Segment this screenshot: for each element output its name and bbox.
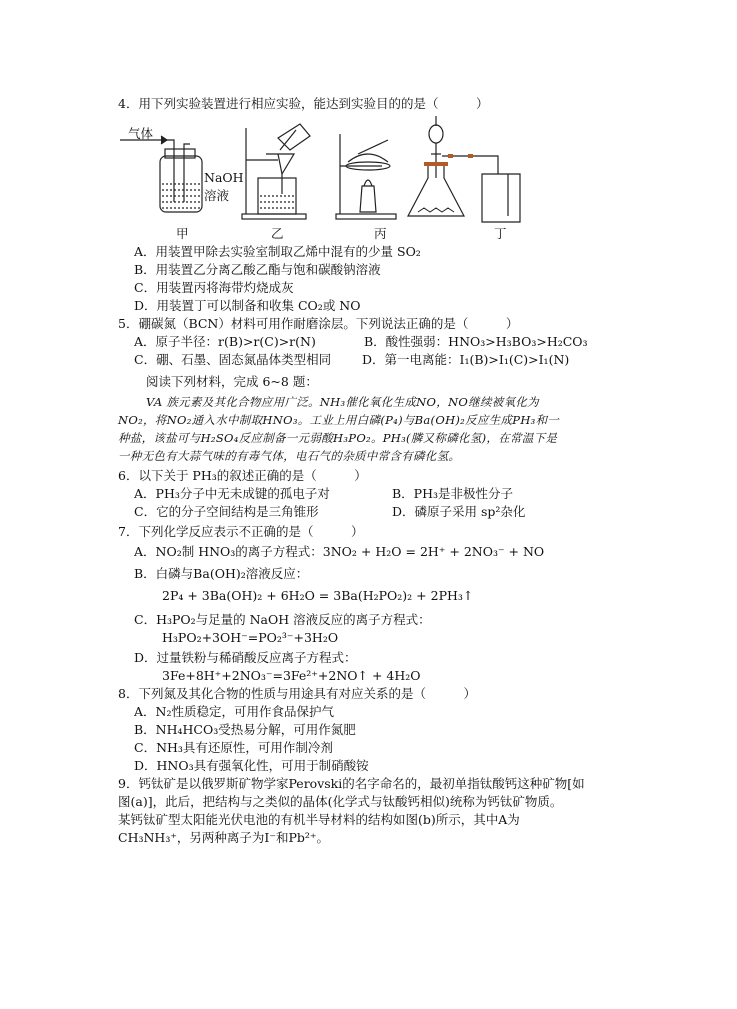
caption-yi: 乙 — [271, 226, 284, 241]
q6-option-a: A．PH₃分子中无未成键的孤电子对 — [134, 486, 330, 501]
caption-jia: 甲 — [176, 226, 189, 241]
q8-option-c: C．NH₃具有还原性，可用作制冷剂 — [134, 740, 333, 755]
q4-stem: 4．用下列实验装置进行相应实验，能达到实验目的的是（ ） — [118, 96, 489, 111]
q7-option-c-equation: H₃PO₂+3OH⁻=PO₂³⁻+3H₂O — [162, 630, 339, 645]
q7-option-d-label: D．过量铁粉与稀硝酸反应离子方程式： — [134, 650, 357, 665]
q8-option-b: B．NH₄HCO₃受热易分解，可用作氮肥 — [134, 722, 356, 737]
q6-stem: 6．以下关于 PH₃的叙述正确的是（ ） — [118, 468, 367, 483]
q8-option-d: D．HNO₃具有强氧化性，可用于制硝酸铵 — [134, 758, 369, 773]
reading-line-3: 种盐，该盐可与H₂SO₄反应制备一元弱酸H₃PO₂。PH₃(膦又称磷化氢)，在常温下是 — [118, 431, 558, 445]
q4-option-a: A．用装置甲除去实验室制取乙烯中混有的少量 SO₂ — [134, 244, 421, 259]
q4-option-d: D．用装置丁可以制备和收集 CO₂或 NO — [134, 298, 361, 313]
reading-intro: 阅读下列材料，完成 6~8 题： — [146, 374, 318, 389]
caption-bing: 丙 — [374, 226, 387, 241]
reading-line-1: VA 族元素及其化合物应用广泛。NH₃催化氧化生成NO，NO继续被氧化为 — [146, 395, 539, 409]
q4-option-b: B．用装置乙分离乙酸乙酯与饱和碳酸钠溶液 — [134, 262, 381, 277]
apparatus-figure — [118, 116, 548, 241]
q4-option-c: C．用装置丙将海带灼烧成灰 — [134, 280, 294, 295]
q5-option-a: A．原子半径：r(B)>r(C)>r(N) — [134, 334, 316, 349]
solution-label: 溶液 — [204, 188, 230, 203]
q9-line-2: 图(a)]，此后，把结构与之类似的晶体(化学式与钛酸钙相似)统称为钙钛矿物质。 — [118, 794, 563, 809]
q5-stem: 5．硼碳氮（BCN）材料可用作耐磨涂层。下列说法正确的是（ ） — [118, 316, 519, 331]
q9-line-1: 9．钙钛矿是以俄罗斯矿物学家Perovski的名字命名的，最初单指钛酸钙这种矿物[如 — [118, 776, 585, 791]
q6-option-d: D．磷原子采用 sp²杂化 — [392, 504, 526, 519]
gas-label: 气体 — [128, 126, 154, 141]
q7-option-b-label: B．白磷与Ba(OH)₂溶液反应： — [134, 566, 309, 581]
q7-option-b-equation: 2P₄ + 3Ba(OH)₂ + 6H₂O = 3Ba(H₂PO₂)₂ + 2PH₃↑ — [162, 588, 474, 603]
q5-option-c: C．硼、石墨、固态氮晶体类型相同 — [134, 352, 332, 367]
q5-option-d: D．第一电离能：I₁(B)>I₁(C)>I₁(N) — [362, 352, 570, 367]
caption-ding: 丁 — [494, 226, 507, 241]
q5-option-b: B．酸性强弱：HNO₃>H₃BO₃>H₂CO₃ — [364, 334, 588, 349]
q7-option-d-equation: 3Fe+8H⁺+2NO₃⁻=3Fe²⁺+2NO↑ + 4H₂O — [162, 668, 421, 683]
q7-option-c-label: C．H₃PO₂与足量的 NaOH 溶液反应的离子方程式： — [134, 612, 431, 627]
q9-line-3: 某钙钛矿型太阳能光伏电池的有机半导材料的结构如图(b)所示，其中A为 — [118, 812, 520, 827]
naoh-label: NaOH — [204, 170, 244, 185]
q6-option-b: B．PH₃是非极性分子 — [392, 486, 514, 501]
apparatus-diagram — [118, 116, 548, 241]
q7-stem: 7．下列化学反应表示不正确的是（ ） — [118, 524, 364, 539]
q8-option-a: A．N₂性质稳定，可用作食品保护气 — [134, 704, 334, 719]
q9-line-4: CH₃NH₃⁺，另两种离子为I⁻和Pb²⁺。 — [118, 830, 329, 845]
reading-line-2: NO₂，将NO₂通入水中制取HNO₃。工业上用白磷(P₄)与Ba(OH)₂反应生成PH₃和一 — [118, 413, 560, 427]
reading-line-4: 一种无色有大蒜气味的有毒气体，电石气的杂质中常含有磷化氢。 — [118, 449, 461, 463]
q7-option-a: A．NO₂制 HNO₃的离子方程式：3NO₂ + H₂O = 2H⁺ + 2NO₃⁻ + NO — [134, 544, 545, 559]
q8-stem: 8．下列氮及其化合物的性质与用途具有对应关系的是（ ） — [118, 686, 476, 701]
q6-option-c: C．它的分子空间结构是三角锥形 — [134, 504, 319, 519]
